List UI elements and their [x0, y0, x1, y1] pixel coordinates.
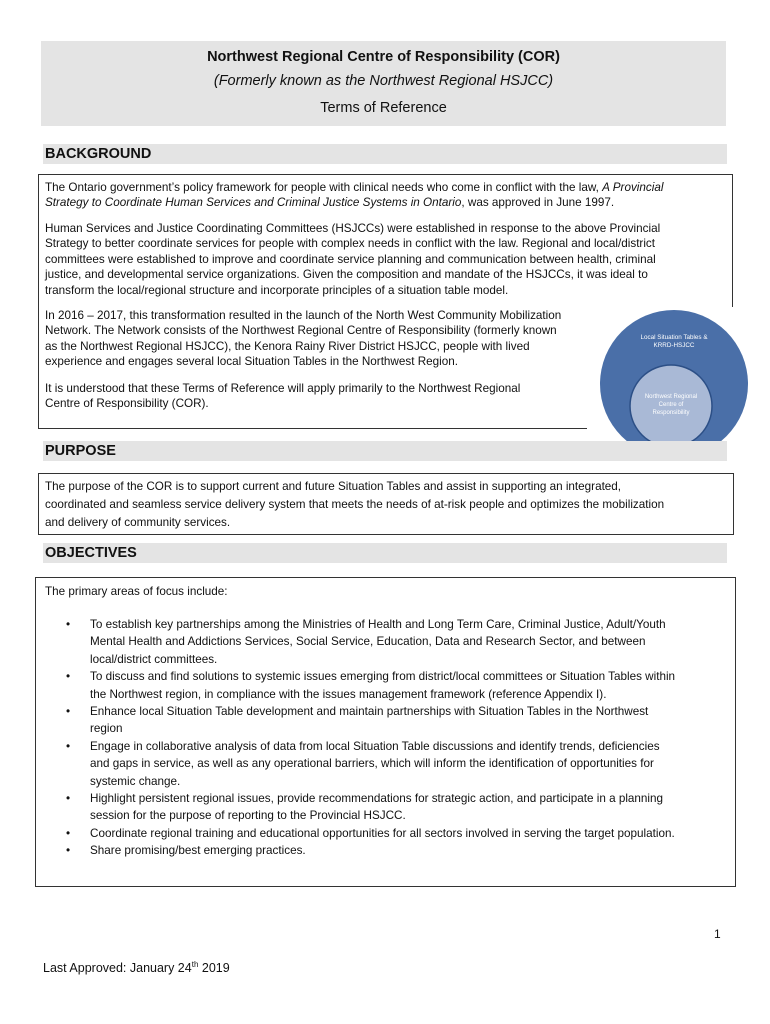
- list-item: • Coordinate regional training and educational opportunities for all sectors involved in serving the target population.: [66, 826, 675, 840]
- document-subtitle: (Formerly known as the Northwest Regional HSJCC): [213, 73, 554, 89]
- objectives-intro: The primary areas of focus include:: [45, 585, 228, 598]
- purpose-paragraph: The purpose of the COR is to support current and future Situation Tables and assist in supporting an integrated, coordinated and seamless service delivery system that meets the needs of at-risk people and optimizes the mobilization and delivery of community services.: [45, 480, 665, 529]
- background-paragraph-3: In 2016 – 2017, this transformation resulted in the launch of the North West Community Mobilization Network. The Network consists of the Northwest Regional Centre of Responsibility (formerly known as the Northwest Regional HSJCC), the Kenora Rainy River District HSJCC, people with lived experience and engages several local Situation Tables in the Northwest Region.: [45, 309, 562, 369]
- inner-label-2: Centre of: [658, 402, 684, 408]
- inner-label-1: Northwest Regional: [644, 394, 698, 400]
- background-paragraph-2: Human Services and Justice Coordinating Committees (HSJCCs) were established in response to the above Provincial Strategy to better coordinate services for people with complex needs in conflict with the law. Regional and local/district committees were established to improve and coordinate service planning and communication between health, criminal justice, and developmental service organizations. Given the composition and mandate of the HSJCCs, it was ideal to transform the local/regional structure and incorporate principles of a situation table model.: [45, 222, 661, 297]
- list-item: • To establish key partnerships among the Ministries of Health and Long Term Care, Criminal Justice, Adult/Youth Mental Health and Addictions Services, Social Service, Education, Data and Research Sector, and between local/district committees.: [66, 618, 666, 666]
- page-number: 1: [714, 927, 721, 941]
- list-item: • Enhance local Situation Table development and maintain partnerships with Situation Tables in the Northwest region: [66, 705, 649, 736]
- outer-label-2: KRRD-HSJCC: [653, 342, 695, 349]
- outer-label-1: Local Situation Tables &: [640, 334, 708, 341]
- document-title: Northwest Regional Centre of Responsibility (COR): [207, 49, 560, 65]
- objectives-heading: OBJECTIVES: [43, 543, 727, 563]
- inner-label-3: Responsibility: [652, 410, 690, 416]
- background-paragraph-1: The Ontario government’s policy framework for people with clinical needs who come in conflict with the law, A Provincial Strategy to Coordinate Human Services and Criminal Justice Systems in Ontario, was approved in June 1997.: [45, 181, 664, 210]
- last-approved-date: Last Approved: January 24th 2019: [43, 960, 230, 976]
- list-item: • Highlight persistent regional issues, provide recommendations for strategic action, and participate in a planning session for the purpose of reporting to the Provincial HSJCC.: [66, 792, 664, 823]
- background-paragraph-4: It is understood that these Terms of Reference will apply primarily to the Northwest Regional Centre of Responsibility (COR).: [45, 382, 521, 411]
- background-heading: BACKGROUND: [43, 144, 727, 164]
- objectives-list: [51, 616, 726, 860]
- list-item: • Share promising/best emerging practices.: [66, 844, 306, 858]
- network-diagram: [590, 310, 752, 458]
- list-item: • Engage in collaborative analysis of data from local Situation Table discussions and identify trends, deficiencies and gaps in service, as well as any operational barriers, which will inform the identification of opportunities for systemic change.: [66, 739, 660, 788]
- list-item: • To discuss and find solutions to systemic issues emerging from district/local committees or Situation Tables within the Northwest region, in compliance with the issues management framework (reference Appendix I).: [66, 670, 676, 701]
- document-header: [41, 41, 726, 126]
- document-type: Terms of Reference: [320, 100, 447, 116]
- purpose-heading: PURPOSE: [43, 441, 727, 461]
